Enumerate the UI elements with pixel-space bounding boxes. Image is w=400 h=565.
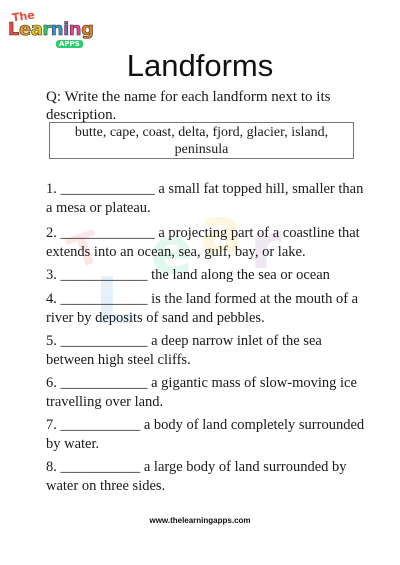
watermark-logo: T L e a r [62, 195, 282, 339]
question-item: 2. _____________ a projecting part of a coastline that extends into an ocean, sea, gulf, bay, or lake. [46, 225, 360, 260]
logo-letter: L [8, 19, 19, 40]
word-bank: butte, cape, coast, delta, fjord, glacier, island, peninsula [49, 122, 354, 159]
page-title: Landforms [126, 48, 274, 83]
question-item: 3. ____________ the land along the sea or ocean [46, 267, 330, 283]
question-item: 1. _____________ a small fat topped hill, smaller than a mesa or plateau. [46, 181, 364, 216]
logo-letter: i [63, 19, 69, 40]
question-item: 5. ____________ a deep narrow inlet of the sea between high steel cliffs. [46, 333, 322, 368]
brand-logo [8, 10, 94, 50]
logo-letter: n [68, 19, 82, 40]
question-item: 4. ____________ is the land formed at the mouth of a river by deposits of sand and pebbles. [46, 291, 359, 326]
question-item: 7. ___________ a body of land completely surrounded by water. [46, 417, 365, 452]
footer-url: www.thelearningapps.com [149, 516, 251, 525]
instruction-text: Q: Write the name for each landform next to its description. [46, 89, 331, 123]
question-item: 8. ___________ a large body of land surrounded by water on three sides. [46, 459, 347, 494]
logo-letter: a [30, 19, 43, 40]
logo-letter: e [18, 19, 31, 40]
logo-letter: r [42, 19, 51, 40]
logo-the-text: The [11, 8, 36, 25]
logo-letter: n [50, 19, 64, 40]
question-item: 6. ____________ a gigantic mass of slow-moving ice travelling over land. [46, 375, 357, 410]
logo-main-text [8, 19, 93, 40]
logo-letter: g [81, 19, 94, 40]
logo-apps-badge: APPS [56, 40, 83, 48]
